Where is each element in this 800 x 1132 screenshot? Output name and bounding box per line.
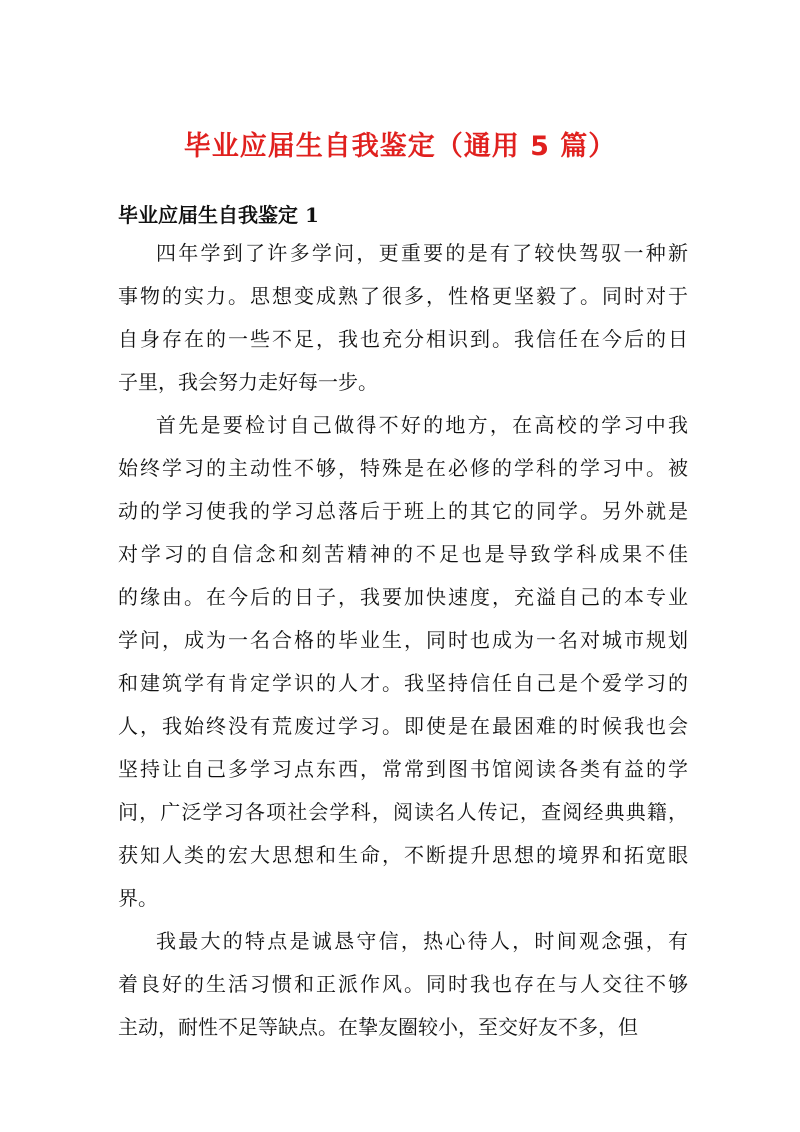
paragraph-line: 主动，耐性不足等缺点。在挚友圈较小，至交好友不多，但 — [118, 1015, 638, 1039]
paragraph-line: 首先是要检讨自己做得不好的地方，在高校的学习中我 — [156, 413, 688, 437]
paragraph — [118, 232, 688, 404]
paragraph — [118, 920, 688, 1049]
paragraph-line: 问，广泛学习各项社会学科，阅读名人传记，查阅经典典籍， — [118, 800, 688, 824]
paragraph — [118, 404, 688, 920]
document-title: 毕业应届生自我鉴定（通用 5 篇） — [183, 131, 617, 162]
paragraph-line: 四年学到了许多学问，更重要的是有了较快驾驭一种新 — [156, 241, 688, 265]
paragraph-line: 对学习的自信念和刻苦精神的不足也是导致学科成果不佳 — [118, 542, 688, 566]
paragraph-line: 始终学习的主动性不够，特殊是在必修的学科的学习中。被 — [118, 456, 688, 480]
paragraph-line: 的缘由。在今后的日子，我要加快速度，充溢自己的本专业 — [118, 585, 688, 609]
paragraph-line: 坚持让自己多学习点东西，常常到图书馆阅读各类有益的学 — [118, 757, 688, 781]
section-heading: 毕业应届生自我鉴定 1 — [118, 203, 319, 227]
paragraph-line: 获知人类的宏大思想和生命，不断提升思想的境界和拓宽眼 — [118, 843, 688, 867]
document-body — [118, 232, 688, 1049]
paragraph-line: 和建筑学有肯定学识的人才。我坚持信任自己是个爱学习的 — [118, 671, 688, 695]
paragraph-line: 人，我始终没有荒废过学习。即使是在最困难的时候我也会 — [118, 714, 688, 738]
paragraph-line: 界。 — [118, 886, 158, 910]
paragraph-line: 事物的实力。思想变成熟了很多，性格更坚毅了。同时对于 — [118, 284, 688, 308]
paragraph-line: 动的学习使我的学习总落后于班上的其它的同学。另外就是 — [118, 499, 688, 523]
paragraph-line: 子里，我会努力走好每一步。 — [118, 370, 378, 394]
paragraph-line: 我最大的特点是诚恳守信，热心待人，时间观念强，有 — [156, 929, 688, 953]
paragraph-line: 自身存在的一些不足，我也充分相识到。我信任在今后的日 — [118, 327, 688, 351]
paragraph-line: 学问，成为一名合格的毕业生，同时也成为一名对城市规划 — [118, 628, 688, 652]
paragraph-line: 着良好的生活习惯和正派作风。同时我也存在与人交往不够 — [118, 972, 688, 996]
